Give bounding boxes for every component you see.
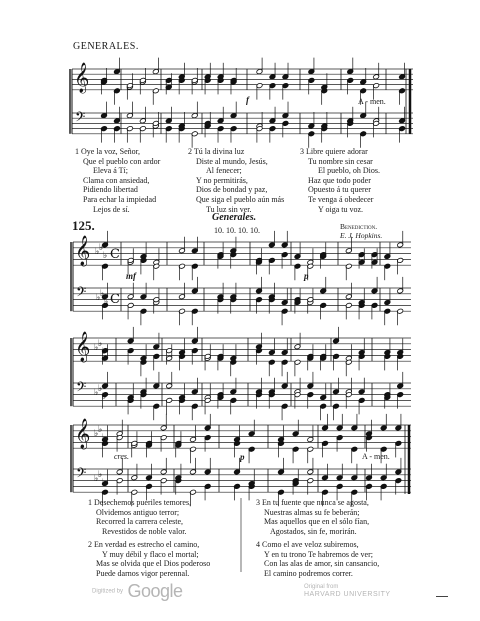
verse-1 (75, 147, 185, 214)
verse-line: Y no permitirás, (196, 175, 248, 185)
stanza-line: Recorred la carrera celeste, (96, 517, 184, 527)
svg-text:♭: ♭ (98, 384, 103, 394)
svg-text:♭: ♭ (98, 470, 103, 480)
google-logo: Google (127, 581, 183, 601)
svg-text:♭: ♭ (94, 429, 99, 439)
svg-text:♭: ♭ (103, 251, 108, 261)
svg-text:♭: ♭ (102, 433, 107, 443)
stanza-line: Nuestras almas su fe beberán; (264, 507, 360, 517)
stanza-line: Revestidos de noble valor. (102, 526, 187, 536)
amen-label: A - men. (358, 97, 386, 106)
stanza-2 (88, 540, 238, 578)
svg-text:♭: ♭ (102, 392, 107, 402)
svg-text:𝄞: 𝄞 (75, 236, 91, 266)
stanza-4 (256, 540, 426, 578)
google-watermark: Digitized by Google (92, 581, 183, 601)
svg-text:♭: ♭ (102, 478, 107, 488)
stanza-line: Olvidemos antiguo terror; (96, 507, 180, 517)
dynamic-cres: cres. (114, 452, 130, 461)
verse-line: Te venga á obedecer (308, 194, 374, 204)
verse-line: Eleva á Tí; (93, 166, 128, 176)
verse-line: Tu luz sin ver. (206, 204, 252, 214)
svg-text:♭: ♭ (98, 425, 103, 435)
stanza-line: Y en tu trono Te habremos de ver; (264, 549, 373, 559)
svg-text:𝄞: 𝄞 (75, 332, 91, 362)
verse-line: Lejos de sí. (93, 204, 130, 214)
dynamic-piano: p (304, 271, 309, 281)
svg-text:♭: ♭ (96, 293, 101, 303)
svg-text:♭: ♭ (94, 474, 99, 484)
stanza-line: Agostados, sin fe, morirán. (270, 526, 357, 536)
stanza-line: Y muy débil y flaco el mortal; (102, 549, 199, 559)
verse-line: Diste al mundo, Jesús, (196, 156, 268, 166)
section-header: GENERALES. (73, 41, 139, 52)
stanza-line: El camino podremos correr. (264, 568, 353, 578)
svg-text:𝄞: 𝄞 (75, 419, 91, 449)
verse-3 (300, 147, 420, 214)
composer-name: E. J. Hopkins. (340, 231, 383, 240)
dynamic-piano: p (240, 452, 245, 462)
svg-text:♭: ♭ (98, 339, 103, 349)
svg-text:♭: ♭ (100, 289, 105, 299)
svg-text:𝄢: 𝄢 (76, 465, 87, 484)
verse-2 (188, 147, 298, 214)
dynamic-mf: mf (126, 271, 136, 281)
verse-line: Que siga el pueblo aún más (196, 194, 285, 204)
amen-label: A - men. (362, 452, 390, 461)
verse-line: Haz que todo poder (308, 175, 371, 185)
svg-text:C: C (110, 247, 120, 262)
stanza-line: 2 En verdad es estrecho el camino, (88, 540, 200, 549)
verse-line: Que el pueblo con ardor (83, 156, 161, 166)
verse-line: El pueblo, oh Dios. (318, 166, 380, 176)
svg-text:♭: ♭ (104, 297, 109, 307)
verse-line: Y oiga tu voz. (318, 204, 364, 214)
svg-text:C: C (110, 292, 120, 307)
verse-line: Opuesto á tu querer (308, 185, 371, 195)
stanza-line: Mas aquellos que en el sólo fían, (264, 517, 370, 527)
stanza-line: 1 Desechemos pueriles temores, (88, 498, 192, 507)
svg-text:♭: ♭ (94, 343, 99, 353)
svg-text:♭: ♭ (99, 243, 104, 253)
verse-line: 3 Libre quiere adorar (300, 147, 368, 156)
verse-line: Tu nombre sin cesar (308, 156, 373, 166)
stanza-1 (88, 498, 238, 536)
verse-line: 1 Oye la voz, Señor, (75, 147, 140, 156)
stanza-line: 3 En tu fuente que nunca se agosta, (256, 498, 369, 507)
svg-text:♭: ♭ (102, 347, 107, 357)
verse-line: 2 Tú la divina luz (188, 147, 245, 156)
svg-text:♭: ♭ (95, 247, 100, 257)
stanza-3 (256, 498, 426, 536)
svg-text:𝄢: 𝄢 (75, 109, 86, 128)
stanza-line: Con las alas de amor, sin cansancio, (264, 559, 380, 569)
harvard-watermark: Original from HARVARD UNIVERSITY (304, 584, 391, 598)
hymn-title: Generales. (212, 212, 257, 223)
stanza-line: Puede darnos vigor perennal. (96, 568, 190, 578)
verse-line: Clama con ansiedad, (83, 175, 150, 185)
hymn-meter: 10. 10. 10. 10. (214, 226, 260, 235)
page-mark (436, 596, 448, 597)
hymn-number: 125. (72, 218, 95, 233)
stanza-line: 4 Como el ave veloz subiremos, (256, 540, 359, 549)
verse-line: Dios de bondad y paz, (196, 185, 268, 195)
svg-text:𝄞: 𝄞 (74, 63, 90, 93)
verse-line: Pidiendo libertad (83, 185, 138, 195)
verse-line: Para echar la impiedad (83, 194, 157, 204)
verse-line: Al fenecer; (206, 166, 242, 176)
svg-text:♭: ♭ (94, 388, 99, 398)
tune-name: Benediction. (340, 222, 378, 231)
dynamic-forte: f (246, 95, 249, 105)
svg-text:𝄢: 𝄢 (76, 284, 87, 303)
stanza-line: Mas se olvida que el Dios poderoso (96, 559, 211, 569)
svg-text:𝄢: 𝄢 (76, 379, 87, 398)
